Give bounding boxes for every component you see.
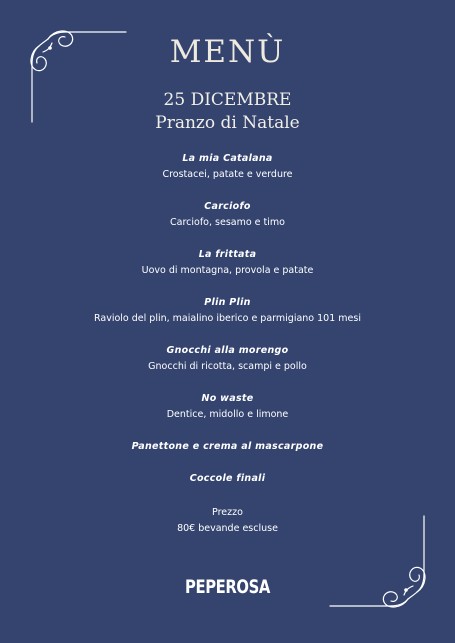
course-name: Coccole finali [189,473,266,484]
course-name: La frittata [198,249,257,260]
course-description: Crostacei, patate e verdure [162,169,293,180]
course-item [0,151,455,183]
course-item [0,343,455,375]
restaurant-logo: PEPEROSA [184,576,270,598]
course-name: Gnocchi alla morengo [166,345,289,356]
course-description: Uovo di montagna, provola e patate [141,265,314,276]
price-block [0,505,455,537]
menu-occasion: Pranzo di Natale [155,113,300,133]
course-description: Gnocchi di ricotta, scampi e pollo [148,361,307,372]
price-value: 80€ bevande escluse [177,523,278,534]
course-description: Carciofo, sesamo e timo [170,217,285,228]
course-name: No waste [201,393,254,404]
course-item [0,471,455,487]
course-item [0,295,455,327]
course-name: Panettone e crema al mascarpone [131,441,324,452]
course-name: La mia Catalana [182,153,273,164]
menu-title: MENÙ [169,34,286,70]
course-name: Carciofo [204,201,251,212]
menu-date: 25 DICEMBRE [163,90,292,110]
course-description: Dentice, midollo e limone [166,409,289,420]
course-description: Raviolo del plin, maialino iberico e parmigiano 101 mesi [94,313,361,324]
course-item [0,199,455,231]
course-item [0,247,455,279]
course-name: Plin Plin [204,297,251,308]
price-label: Prezzo [212,507,243,518]
course-list [0,151,455,503]
course-item [0,391,455,423]
course-item [0,439,455,455]
